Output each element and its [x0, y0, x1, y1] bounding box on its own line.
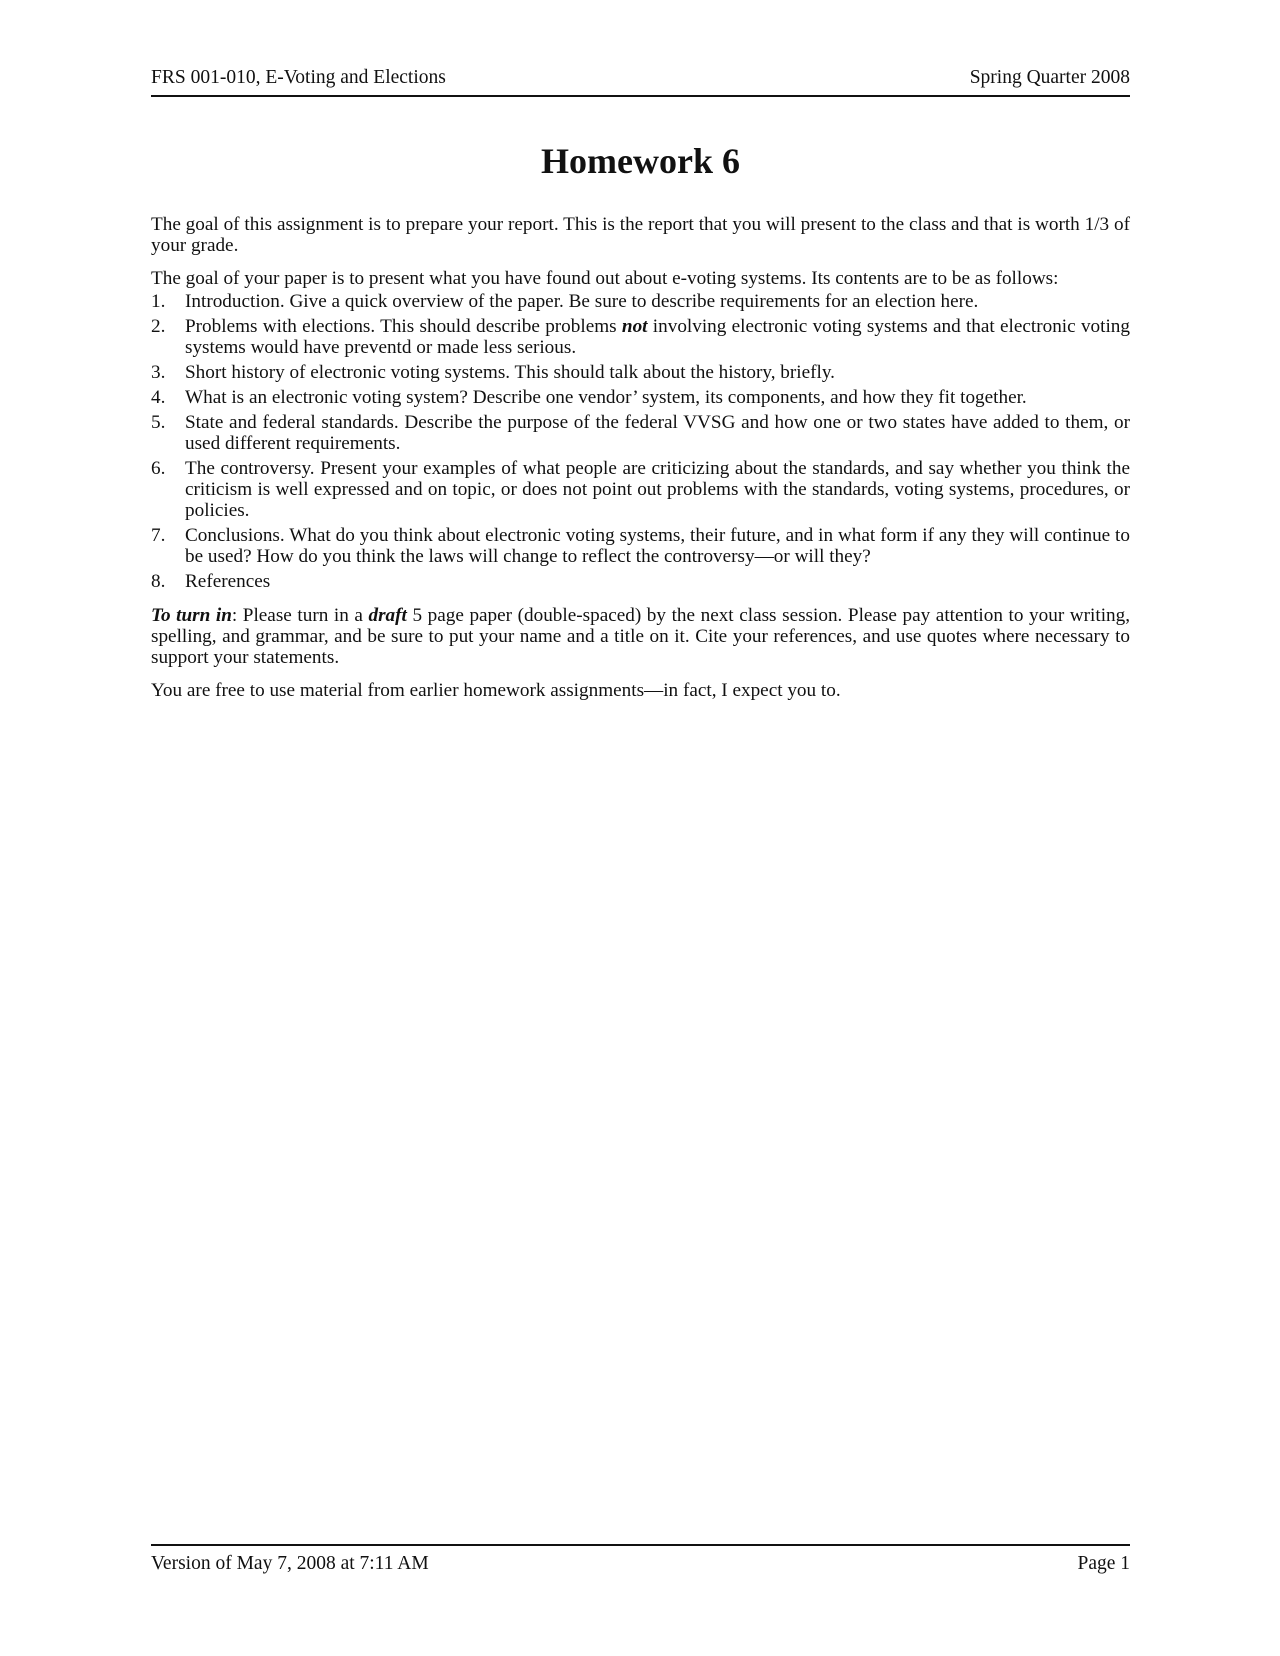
document-page — [151, 0, 1130, 1656]
list-item-number: 4. — [151, 387, 166, 408]
list-item — [151, 571, 1130, 592]
list-item-number: 7. — [151, 525, 166, 546]
page-header — [151, 66, 1130, 90]
list-item-text: Conclusions. What do you think about electronic voting systems, their future, and in what form if any they will continue to be used? How do you think the laws will change to reflect the controversy—or will they? — [185, 525, 1130, 567]
footer-rule — [151, 1544, 1130, 1546]
list-item-text — [185, 316, 1130, 358]
contents-list — [151, 291, 1130, 592]
version-label: Version of May 7, 2008 at 7:11 AM — [151, 1553, 429, 1574]
turn-in-paragraph — [151, 605, 1130, 668]
list-item-number: 8. — [151, 571, 166, 592]
list-item-text-end: involving electronic voting systems and that electronic voting systems would have preventd or made less serious. — [185, 316, 1130, 358]
list-item-text: What is an electronic voting system? Describe one vendor’ system, its components, and how they fit together. — [185, 387, 1027, 408]
list-item-text-start: Problems with elections. This should describe problems — [185, 316, 622, 337]
document-body — [151, 214, 1130, 713]
course-title: FRS 001-010, E-Voting and Elections — [151, 67, 446, 88]
list-item-number: 5. — [151, 412, 166, 433]
page-number: Page 1 — [1077, 1553, 1130, 1574]
list-item-number: 1. — [151, 291, 166, 312]
list-item-number: 6. — [151, 458, 166, 479]
list-item — [151, 362, 1130, 383]
intro-paragraph: The goal of this assignment is to prepare your report. This is the report that you will present to the class and that is worth 1/3 of your grade. — [151, 214, 1130, 256]
turn-in-text-rest: 5 page paper (double-spaced) by the next class session. Please pay attention to your writing, spelling, and grammar, and be sure to put your name and a title on it. Cite your references, and use quotes where necessary to support your statements. — [151, 605, 1131, 668]
list-item-text: Short history of electronic voting systems. This should talk about the history, briefly. — [185, 362, 835, 383]
list-item-number: 2. — [151, 316, 166, 337]
list-item — [151, 412, 1130, 454]
list-item — [151, 316, 1130, 358]
list-item — [151, 525, 1130, 567]
turn-in-label: To turn in — [151, 605, 232, 626]
turn-in-text-start: : Please turn in a — [231, 605, 369, 626]
list-item-text: The controversy. Present your examples of what people are criticizing about the standards, and say whether you think the criticism is well expressed and on topic, or does not point out problems with the standards, voting systems, procedures, or policies. — [185, 458, 1130, 521]
list-item — [151, 387, 1130, 408]
list-item-text: Introduction. Give a quick overview of the paper. Be sure to describe requirements for an election here. — [185, 291, 979, 312]
list-item — [151, 458, 1130, 521]
emphasis-draft: draft — [368, 605, 407, 626]
page-title: Homework 6 — [541, 141, 740, 181]
list-item-number: 3. — [151, 362, 166, 383]
header-rule — [151, 95, 1130, 97]
list-item — [151, 291, 1130, 312]
list-item-text: State and federal standards. Describe the purpose of the federal VVSG and how one or two states have added to them, or used different requirements. — [185, 412, 1130, 454]
paper-goal-paragraph: The goal of your paper is to present what you have found out about e-voting systems. Its contents are to be as follows: — [151, 268, 1059, 289]
emphasis-not: not — [621, 316, 648, 337]
list-item-text: References — [185, 571, 271, 592]
term-label: Spring Quarter 2008 — [969, 67, 1130, 88]
closing-paragraph: You are free to use material from earlier homework assignments—in fact, I expect you to. — [151, 680, 841, 701]
page-footer — [151, 1552, 1130, 1576]
